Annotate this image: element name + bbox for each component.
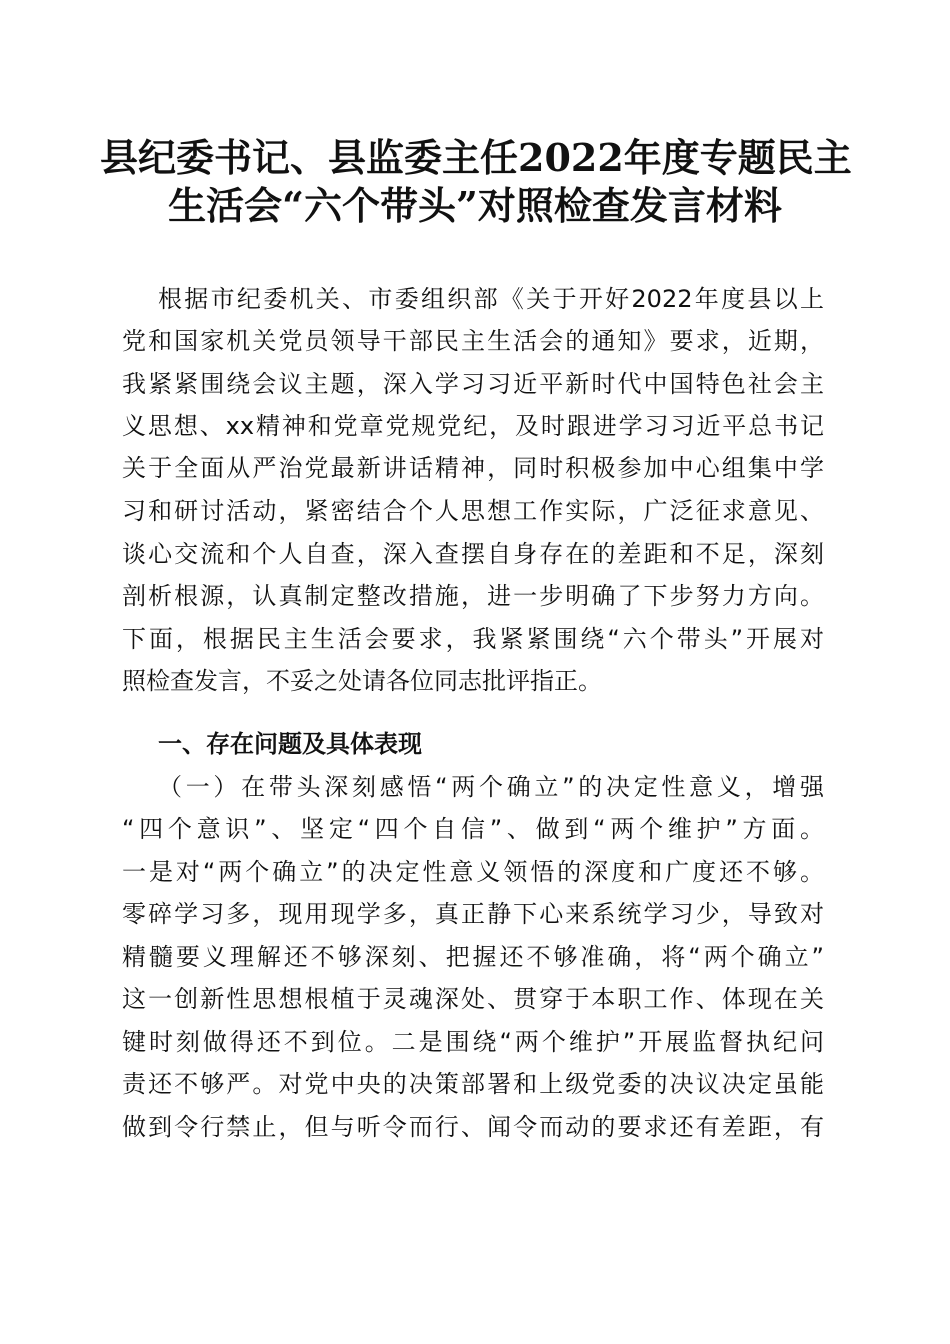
body-paragraph-line: 做到令行禁止，但与听令而行、闻令而动的要求还有差距，有 [122, 1113, 824, 1141]
intro-paragraph-line: 剖析根源，认真制定整改措施，进一步明确了下步努力方向。 [122, 582, 824, 610]
body-paragraph-line: 这一创新性思想根植于灵魂深处、贯穿于本职工作、体现在关 [122, 985, 824, 1013]
body-paragraph-line: （一）在带头深刻感悟“两个确立”的决定性意义，增强 [158, 773, 824, 801]
body-paragraph-line: 键时刻做得还不到位。二是围绕“两个维护”开展监督执纪问 [122, 1028, 824, 1056]
document-title-line-1: 县纪委书记、县监委主任2022年度专题民主 [100, 135, 852, 180]
intro-paragraph-line: 根据市纪委机关、市委组织部《关于开好2022年度县以上 [158, 285, 824, 313]
intro-paragraph-line: 习和研讨活动，紧密结合个人思想工作实际，广泛征求意见、 [122, 497, 824, 525]
intro-paragraph-line: 谈心交流和个人自查，深入查摆自身存在的差距和不足，深刻 [122, 540, 824, 568]
section-heading: 一、存在问题及具体表现 [158, 730, 422, 758]
body-paragraph-line: 一是对“两个确立”的决定性意义领悟的深度和广度还不够。 [122, 858, 824, 886]
document-title-line-2: 生活会“六个带头”对照检查发言材料 [168, 183, 782, 228]
body-paragraph-line: “四个意识”、坚定“四个自信”、做到“两个维护”方面。 [122, 815, 824, 843]
intro-paragraph-line: 关于全面从严治党最新讲话精神，同时积极参加中心组集中学 [122, 454, 824, 482]
body-paragraph-line: 责还不够严。对党中央的决策部署和上级党委的决议决定虽能 [122, 1070, 824, 1098]
body-paragraph-line: 零碎学习多，现用现学多，真正静下心来系统学习少，导致对 [122, 900, 824, 928]
intro-paragraph-line: 下面，根据民主生活会要求，我紧紧围绕“六个带头”开展对 [122, 625, 824, 653]
intro-paragraph-line: 党和国家机关党员领导干部民主生活会的通知》要求，近期， [122, 327, 824, 355]
intro-paragraph-line: 义思想、xx精神和党章党规党纪，及时跟进学习习近平总书记 [122, 412, 824, 440]
intro-paragraph-line: 我紧紧围绕会议主题，深入学习习近平新时代中国特色社会主 [122, 370, 824, 398]
intro-paragraph-line: 照检查发言，不妥之处请各位同志批评指正。 [122, 667, 602, 695]
body-paragraph-line: 精髓要义理解还不够深刻、把握还不够准确，将“两个确立” [122, 943, 824, 971]
